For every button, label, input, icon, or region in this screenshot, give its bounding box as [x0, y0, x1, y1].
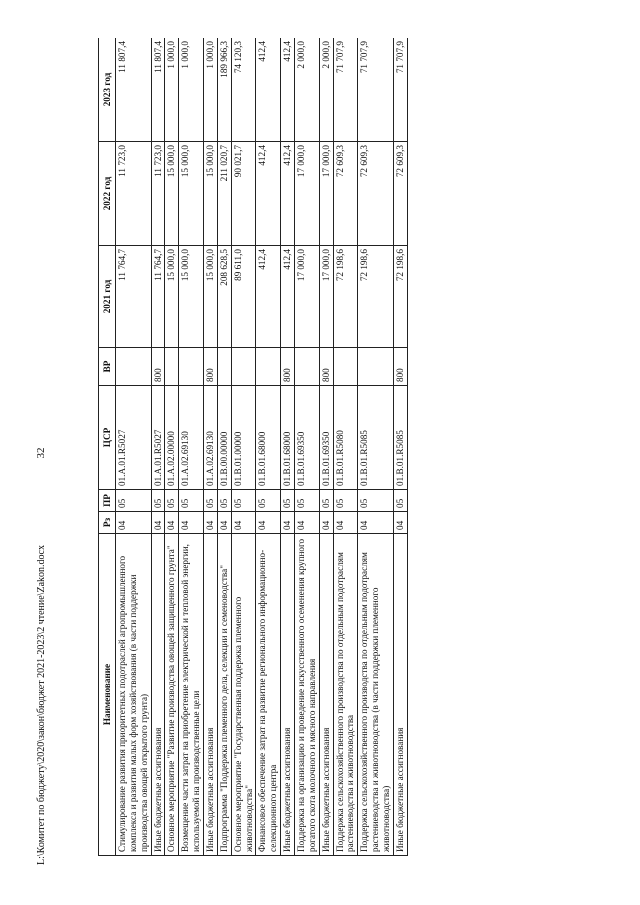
cell-csr: 01.В.01.R5080 — [333, 386, 358, 490]
cell-2023: 189 966,3 — [217, 38, 231, 142]
cell-2023: 71 707,9 — [393, 38, 407, 142]
cell-csr: 01.В.01.69350 — [295, 386, 320, 490]
cell-2021: 412,4 — [256, 246, 281, 348]
cell-2023: 71 707,9 — [358, 38, 394, 142]
header-pr: ПР — [99, 490, 116, 512]
cell-2021: 72 198,6 — [358, 246, 394, 348]
header-rz: Рз — [99, 512, 116, 534]
header-2023: 2023 год — [99, 38, 116, 142]
cell-pr: 05 — [281, 490, 295, 512]
cell-2022: 11 723,0 — [151, 142, 165, 246]
cell-csr: 01.А.02.00000 — [165, 386, 179, 490]
cell-2023: 11 807,4 — [151, 38, 165, 142]
cell-vr — [116, 348, 152, 386]
cell-2022: 90 021,7 — [231, 142, 256, 246]
table-row — [281, 38, 295, 856]
table-row — [151, 38, 165, 856]
cell-name: Иные бюджетные ассигнования — [393, 534, 407, 856]
cell-rz: 04 — [393, 512, 407, 534]
table-row — [256, 38, 281, 856]
cell-vr — [165, 348, 179, 386]
cell-2022: 72 609,3 — [333, 142, 358, 246]
cell-pr: 05 — [319, 490, 333, 512]
cell-rz: 04 — [358, 512, 394, 534]
cell-csr: 01.В.00.00000 — [217, 386, 231, 490]
cell-vr — [231, 348, 256, 386]
table-row — [179, 38, 204, 856]
cell-2023: 1 000,0 — [165, 38, 179, 142]
cell-rz: 04 — [217, 512, 231, 534]
cell-csr: 01.В.01.68000 — [256, 386, 281, 490]
cell-name: Основное мероприятие "Развитие производства овощей защищенного грунта" — [165, 534, 179, 856]
cell-name: Иные бюджетные ассигнования — [151, 534, 165, 856]
cell-pr: 05 — [151, 490, 165, 512]
cell-pr: 05 — [333, 490, 358, 512]
cell-csr: 01.А.02.69130 — [179, 386, 204, 490]
cell-2022: 15 000,0 — [165, 142, 179, 246]
cell-2021: 89 611,0 — [231, 246, 256, 348]
cell-pr: 05 — [204, 490, 218, 512]
cell-rz: 04 — [231, 512, 256, 534]
rotated-table-wrapper — [98, 38, 558, 856]
cell-csr: 01.А.01.R5027 — [116, 386, 152, 490]
cell-pr: 05 — [295, 490, 320, 512]
cell-2022: 412,4 — [256, 142, 281, 246]
cell-rz: 04 — [295, 512, 320, 534]
cell-name: Поддержка сельскохозяйственного производства по отдельным подотраслям растениеводства и животноводства (в части поддержки племенного животноводства) — [358, 534, 394, 856]
cell-2023: 1 000,0 — [179, 38, 204, 142]
cell-2022: 15 000,0 — [179, 142, 204, 246]
cell-vr: 800 — [393, 348, 407, 386]
cell-rz: 04 — [151, 512, 165, 534]
cell-pr: 05 — [116, 490, 152, 512]
cell-pr: 05 — [358, 490, 394, 512]
cell-2023: 412,4 — [281, 38, 295, 142]
table-row — [231, 38, 256, 856]
cell-2023: 412,4 — [256, 38, 281, 142]
cell-2022: 72 609,3 — [358, 142, 394, 246]
table-row — [319, 38, 333, 856]
cell-2021: 72 198,6 — [333, 246, 358, 348]
cell-csr: 01.В.01.69350 — [319, 386, 333, 490]
cell-rz: 04 — [319, 512, 333, 534]
cell-rz: 04 — [165, 512, 179, 534]
cell-csr: 01.В.01.68000 — [281, 386, 295, 490]
cell-2023: 1 000,0 — [204, 38, 218, 142]
cell-2023: 74 120,3 — [231, 38, 256, 142]
budget-table-container — [98, 38, 558, 856]
cell-name: Финансовое обеспечение затрат на развитие регионального информационно-селекционного центра — [256, 534, 281, 856]
cell-2021: 412,4 — [281, 246, 295, 348]
cell-vr — [217, 348, 231, 386]
header-2021: 2021 год — [99, 246, 116, 348]
cell-pr: 05 — [217, 490, 231, 512]
cell-name: Стимулирование развития приоритетных подотраслей агропромышленного комплекса и развития малых форм хозяйствования (в части поддержки производства овощей открытого грунта) — [116, 534, 152, 856]
cell-2021: 15 000,0 — [179, 246, 204, 348]
cell-pr: 05 — [393, 490, 407, 512]
cell-vr: 800 — [204, 348, 218, 386]
cell-name: Подпрограмма "Поддержка племенного дела, селекции и семеноводства" — [217, 534, 231, 856]
cell-2021: 72 198,6 — [393, 246, 407, 348]
cell-rz: 04 — [179, 512, 204, 534]
table-row — [204, 38, 218, 856]
cell-rz: 04 — [281, 512, 295, 534]
cell-pr: 05 — [179, 490, 204, 512]
cell-2022: 17 000,0 — [319, 142, 333, 246]
cell-vr — [256, 348, 281, 386]
cell-2021: 208 628,5 — [217, 246, 231, 348]
page-number: 32 — [35, 447, 47, 459]
cell-2023: 2 000,0 — [319, 38, 333, 142]
cell-2021: 17 000,0 — [319, 246, 333, 348]
cell-rz: 04 — [256, 512, 281, 534]
cell-vr — [358, 348, 394, 386]
cell-name: Возмещение части затрат на приобретение электрической и тепловой энергии, используемой на производственные цели — [179, 534, 204, 856]
cell-2022: 72 609,3 — [393, 142, 407, 246]
cell-2023: 2 000,0 — [295, 38, 320, 142]
cell-name: Поддержка на организацию и проведение искусственного осеменения крупного рогатого скота молочного и мясного направления — [295, 534, 320, 856]
cell-name: Иные бюджетные ассигнования — [319, 534, 333, 856]
header-csr: ЦСР — [99, 386, 116, 490]
table-row — [165, 38, 179, 856]
document-file-path: L:\Комитет по бюджету\2020\закон\бюджет 2021-2023\2 чтение\Zakon.docx — [36, 545, 47, 865]
cell-vr: 800 — [151, 348, 165, 386]
cell-csr: 01.В.01.00000 — [231, 386, 256, 490]
cell-pr: 05 — [256, 490, 281, 512]
cell-2022: 412,4 — [281, 142, 295, 246]
cell-2021: 15 000,0 — [204, 246, 218, 348]
cell-vr — [295, 348, 320, 386]
header-vr: ВР — [99, 348, 116, 386]
cell-vr: 800 — [319, 348, 333, 386]
cell-csr: 01.А.01.R5027 — [151, 386, 165, 490]
cell-vr: 800 — [281, 348, 295, 386]
table-header-row — [99, 38, 116, 856]
cell-2022: 11 723,0 — [116, 142, 152, 246]
cell-2021: 11 764,7 — [116, 246, 152, 348]
cell-rz: 04 — [116, 512, 152, 534]
table-row — [295, 38, 320, 856]
cell-csr: 01.В.01.R5085 — [358, 386, 394, 490]
header-2022: 2022 год — [99, 142, 116, 246]
table-row — [333, 38, 358, 856]
cell-pr: 05 — [231, 490, 256, 512]
cell-vr — [333, 348, 358, 386]
cell-2023: 71 707,9 — [333, 38, 358, 142]
cell-csr: 01.В.01.R5085 — [393, 386, 407, 490]
cell-pr: 05 — [165, 490, 179, 512]
cell-name: Основное мероприятие "Государственная поддержка племенного животноводства" — [231, 534, 256, 856]
table-row — [393, 38, 407, 856]
cell-2022: 15 000,0 — [204, 142, 218, 246]
cell-csr: 01.А.02.69130 — [204, 386, 218, 490]
cell-2023: 11 807,4 — [116, 38, 152, 142]
cell-name: Иные бюджетные ассигнования — [281, 534, 295, 856]
cell-2022: 211 020,7 — [217, 142, 231, 246]
cell-name: Иные бюджетные ассигнования — [204, 534, 218, 856]
cell-2022: 17 000,0 — [295, 142, 320, 246]
budget-table — [98, 38, 408, 856]
cell-2021: 15 000,0 — [165, 246, 179, 348]
header-name: Наименование — [99, 534, 116, 856]
cell-name: Поддержка сельскохозяйственного производства по отдельным подотраслям растениеводства и животноводства — [333, 534, 358, 856]
cell-rz: 04 — [204, 512, 218, 534]
table-row — [116, 38, 152, 856]
table-row — [217, 38, 231, 856]
cell-2021: 17 000,0 — [295, 246, 320, 348]
table-row — [358, 38, 394, 856]
cell-2021: 11 764,7 — [151, 246, 165, 348]
cell-rz: 04 — [333, 512, 358, 534]
cell-vr — [179, 348, 204, 386]
